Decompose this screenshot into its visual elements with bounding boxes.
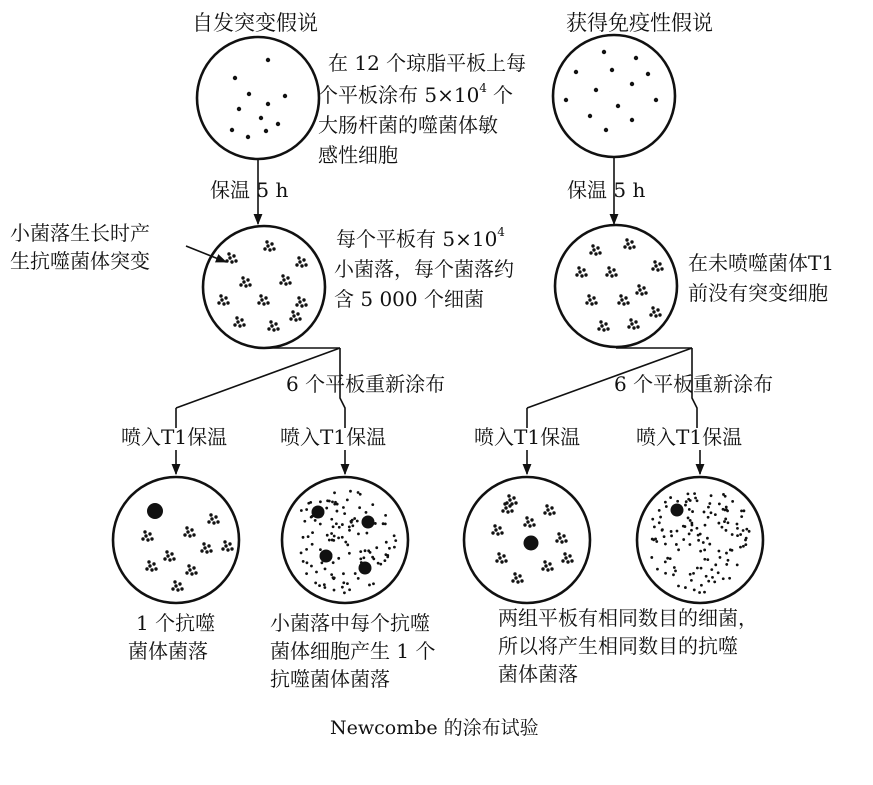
result-b-line2: 菌体细胞产生 1 个 (270, 639, 436, 663)
cell-dot (315, 571, 318, 574)
cell-dot (386, 556, 389, 559)
cell-dot (697, 539, 700, 542)
cell-dot (696, 499, 699, 502)
cell-dot (307, 535, 310, 538)
cell-dot (338, 526, 341, 529)
cell-dot (658, 509, 661, 512)
cell-dot (729, 548, 732, 551)
left-microcolony-plate (203, 226, 325, 348)
cell-dot (348, 588, 351, 591)
cell-dot (310, 565, 313, 568)
mutation-note-line2: 生抗噬菌体突变 (10, 249, 150, 273)
cell-dot (705, 575, 708, 578)
cell-dot (689, 573, 692, 576)
cell-dot (331, 501, 334, 504)
cell-dot (685, 500, 688, 503)
resistant-colony (147, 503, 163, 519)
cell-dot (690, 579, 693, 582)
cell-dot (710, 494, 713, 497)
cell-dot (276, 122, 280, 126)
cell-dot (724, 518, 727, 521)
cell-dot (318, 584, 321, 587)
cell-dot (714, 563, 717, 566)
plating-note-line4: 感性细胞 (318, 143, 398, 167)
cell-dot (342, 506, 345, 509)
cell-dot (320, 561, 323, 564)
cell-dot (305, 508, 308, 511)
cell-dot (333, 576, 336, 579)
right-initial-plate (553, 35, 675, 157)
cell-dot (726, 509, 729, 512)
cell-dot (673, 566, 676, 569)
cell-dot (666, 557, 669, 560)
cell-dot (717, 522, 720, 525)
cell-dot (594, 88, 598, 92)
cell-dot (725, 506, 728, 509)
cell-dot (711, 576, 714, 579)
cell-dot (630, 118, 634, 122)
cell-dot (357, 532, 360, 535)
cell-dot (616, 104, 620, 108)
cell-dot (371, 556, 374, 559)
cell-dot (353, 517, 356, 520)
cell-dot (371, 503, 374, 506)
cell-dot (736, 563, 739, 566)
left-spray-a: 喷入T1保温 (121, 425, 228, 449)
mutation-note-line1: 小菌落生长时产 (10, 221, 150, 245)
cell-dot (602, 50, 606, 54)
cell-dot (684, 504, 687, 507)
cell-dot (356, 520, 359, 523)
cell-dot (359, 550, 362, 553)
result-a-line2: 菌体菌落 (128, 639, 208, 663)
right-microcolony-plate (555, 225, 677, 347)
cell-dot (690, 522, 693, 525)
cell-dot (688, 533, 691, 536)
cell-dot (723, 509, 726, 512)
cell-dot (664, 543, 667, 546)
cell-dot (742, 529, 745, 532)
cell-dot (359, 557, 362, 560)
cell-dot (708, 543, 711, 546)
result-a-line1: 1 个抗噬 (136, 611, 216, 635)
cell-dot (670, 530, 673, 533)
cell-dot (311, 543, 314, 546)
cell-dot (664, 501, 667, 504)
cell-dot (393, 534, 396, 537)
cell-dot (693, 588, 696, 591)
cell-dot (302, 536, 305, 539)
resistant-colony (362, 516, 375, 529)
cell-dot (713, 581, 716, 584)
cell-dot (743, 509, 746, 512)
cell-dot (688, 543, 691, 546)
cell-dot (719, 556, 722, 559)
result-plate-3 (464, 477, 590, 603)
cell-dot (718, 503, 721, 506)
cell-dot (694, 497, 697, 500)
cell-dot (348, 529, 351, 532)
left-spray-b: 喷入T1保温 (280, 425, 387, 449)
cell-dot (348, 552, 351, 555)
cell-dot (745, 528, 748, 531)
cell-dot (704, 524, 707, 527)
cell-dot (351, 524, 354, 527)
colony-note-exponent: 4 (497, 225, 505, 239)
cell-dot (700, 567, 703, 570)
cell-dot (682, 538, 685, 541)
cell-dot (330, 532, 333, 535)
result-b-line3: 抗噬菌体菌落 (270, 667, 390, 691)
cell-dot (343, 512, 346, 515)
left-incubate-label: 保温 5 h (210, 178, 289, 202)
cell-dot (230, 128, 234, 132)
cell-dot (689, 499, 692, 502)
cell-dot (330, 518, 333, 521)
cell-dot (336, 503, 339, 506)
cell-dot (357, 577, 360, 580)
cell-dot (333, 535, 336, 538)
cell-dot (588, 114, 592, 118)
cell-dot (689, 519, 692, 522)
cell-dot (676, 500, 679, 503)
cell-dot (259, 116, 263, 120)
cell-dot (323, 586, 326, 589)
cell-dot (333, 491, 336, 494)
no-mutant-note-line1: 在未喷噬菌体T1 (688, 251, 835, 275)
cell-dot (634, 56, 638, 60)
cell-dot (266, 58, 270, 62)
right-respread-label: 6 个平板重新涂布 (614, 372, 774, 396)
cell-dot (688, 508, 691, 511)
cell-dot (388, 547, 391, 550)
cell-dot (237, 107, 241, 111)
cell-dot (333, 589, 336, 592)
cell-dot (650, 556, 653, 559)
cell-dot (740, 515, 743, 518)
cell-dot (656, 568, 659, 571)
cell-dot (384, 553, 387, 556)
result-plate-2 (282, 477, 408, 603)
cell-dot (604, 128, 608, 132)
cell-dot (341, 523, 344, 526)
left-initial-plate (197, 37, 319, 159)
cell-dot (332, 525, 335, 528)
cell-dot (727, 559, 730, 562)
cell-dot (394, 539, 397, 542)
cell-dot (692, 572, 695, 575)
cell-dot (728, 577, 731, 580)
cell-dot (654, 98, 658, 102)
cell-dot (368, 584, 371, 587)
cell-dot (672, 573, 675, 576)
cell-dot (684, 586, 687, 589)
plating-note-unit: 个 (492, 83, 513, 107)
cell-dot (333, 503, 336, 506)
cell-dot (708, 502, 711, 505)
cell-dot (346, 498, 349, 501)
cell-dot (384, 514, 387, 517)
left-title: 自发突变假说 (192, 11, 318, 35)
cell-dot (698, 591, 701, 594)
cell-dot (365, 532, 368, 535)
cell-dot (303, 520, 306, 523)
cell-dot (314, 519, 317, 522)
cell-dot (658, 521, 661, 524)
cell-dot (233, 76, 237, 80)
result-b-line1: 小菌落中每个抗噬 (270, 611, 430, 635)
cell-dot (344, 541, 347, 544)
cell-dot (653, 525, 656, 528)
cell-dot (564, 98, 568, 102)
cell-dot (663, 535, 666, 538)
cell-dot (736, 527, 739, 530)
cell-dot (742, 545, 745, 548)
cell-dot (319, 548, 322, 551)
plating-note-line3: 大肠杆菌的噬菌体敏 (318, 113, 498, 137)
cell-dot (646, 72, 650, 76)
cell-dot (664, 572, 667, 575)
left-respread-label: 6 个平板重新涂布 (286, 372, 446, 396)
cell-dot (610, 68, 614, 72)
cell-dot (300, 552, 303, 555)
cell-dot (722, 493, 725, 496)
cell-dot (675, 543, 678, 546)
plating-note-line2 (318, 81, 513, 107)
cell-dot (740, 510, 743, 513)
cell-dot (324, 567, 327, 570)
cell-dot (669, 496, 672, 499)
cell-dot (725, 563, 728, 566)
result-right-line1: 两组平板有相同数目的细菌， (498, 606, 758, 630)
cell-dot (358, 506, 361, 509)
cell-dot (377, 562, 380, 565)
no-mutant-note-line2: 前没有突变细胞 (688, 281, 828, 305)
cell-dot (342, 581, 345, 584)
cell-dot (365, 511, 368, 514)
cell-dot (665, 505, 668, 508)
cell-dot (357, 491, 360, 494)
cell-dot (319, 500, 322, 503)
cell-dot (364, 549, 367, 552)
cell-dot (721, 526, 724, 529)
cell-dot (314, 582, 317, 585)
cell-dot (706, 537, 709, 540)
result-plate-4 (637, 477, 763, 603)
cell-dot (302, 560, 305, 563)
cell-dot (703, 558, 706, 561)
cell-dot (731, 533, 734, 536)
cell-dot (707, 506, 710, 509)
cell-dot (651, 518, 654, 521)
cell-dot (349, 490, 352, 493)
cell-dot (351, 519, 354, 522)
cell-dot (703, 511, 706, 514)
cell-dot (674, 569, 677, 572)
cell-dot (306, 561, 309, 564)
cell-dot (693, 492, 696, 495)
cell-dot (669, 557, 672, 560)
cell-dot (717, 571, 720, 574)
cell-dot (325, 507, 328, 510)
cell-dot (682, 525, 685, 528)
cell-dot (341, 586, 344, 589)
cell-dot (311, 531, 314, 534)
right-spray-a: 喷入T1保温 (474, 425, 581, 449)
cell-dot (696, 527, 699, 530)
cell-dot (332, 561, 335, 564)
cell-dot (319, 523, 322, 526)
plating-note (318, 51, 526, 167)
cell-dot (323, 583, 326, 586)
cell-dot (687, 517, 690, 520)
cell-dot (677, 585, 680, 588)
plating-note-line1: 在 12 个琼脂平板上每 (328, 51, 527, 75)
cell-dot (690, 529, 693, 532)
cell-dot (677, 548, 680, 551)
cell-dot (725, 552, 728, 555)
cell-dot (300, 509, 303, 512)
cell-dot (739, 533, 742, 536)
cell-dot (736, 523, 739, 526)
cell-dot (336, 510, 339, 513)
cell-dot (661, 529, 664, 532)
cell-dot (307, 502, 310, 505)
cell-dot (375, 546, 378, 549)
cell-dot (710, 511, 713, 514)
cell-dot (331, 539, 334, 542)
cell-dot (655, 540, 658, 543)
colony-note-line3: 含 5 000 个细菌 (334, 287, 484, 311)
cell-dot (335, 522, 338, 525)
result-plate-1 (113, 477, 239, 603)
cell-dot (691, 510, 694, 513)
cell-dot (362, 556, 365, 559)
cell-dot (283, 94, 287, 98)
cell-dot (328, 500, 331, 503)
cell-dot (337, 537, 340, 540)
cell-dot (703, 549, 706, 552)
right-spray-b: 喷入T1保温 (636, 425, 743, 449)
cell-dot (359, 493, 362, 496)
cell-dot (266, 102, 270, 106)
cell-dot (343, 591, 346, 594)
cell-dot (247, 92, 251, 96)
cell-dot (676, 530, 679, 533)
cell-dot (699, 550, 702, 553)
result-right-line2: 所以将产生相同数目的抗噬 (498, 634, 738, 658)
cell-dot (723, 520, 726, 523)
cell-dot (326, 534, 329, 537)
resistant-colony (671, 504, 684, 517)
cell-dot (670, 534, 673, 537)
cell-dot (574, 70, 578, 74)
cell-dot (372, 582, 375, 585)
cell-dot (305, 548, 308, 551)
colony-note-line1 (336, 225, 505, 251)
cell-dot (305, 572, 308, 575)
resistant-colony (524, 536, 539, 551)
cell-dot (354, 572, 357, 575)
cell-dot (745, 537, 748, 540)
plating-note-count: 个平板涂布 5×10 (318, 83, 480, 107)
cell-dot (697, 534, 700, 537)
cell-dot (337, 557, 340, 560)
cell-dot (731, 500, 734, 503)
cell-dot (383, 559, 386, 562)
cell-dot (736, 534, 739, 537)
cell-dot (393, 546, 396, 549)
cell-dot (652, 538, 655, 541)
cell-dot (710, 568, 713, 571)
cell-dot (739, 546, 742, 549)
cell-dot (727, 521, 730, 524)
cell-dot (346, 582, 349, 585)
resistant-colony (359, 562, 372, 575)
cell-dot (264, 129, 268, 133)
cell-dot (346, 543, 349, 546)
cell-dot (700, 584, 703, 587)
cell-dot (630, 82, 634, 86)
resistant-colony (320, 550, 333, 563)
figure-caption: Newcombe 的涂布试验 (330, 717, 539, 739)
cell-dot (367, 549, 370, 552)
cell-dot (744, 543, 747, 546)
cell-dot (341, 536, 344, 539)
cell-dot (659, 516, 662, 519)
cell-dot (718, 550, 721, 553)
cell-dot (725, 529, 728, 532)
cell-dot (714, 513, 717, 516)
cell-dot (687, 492, 690, 495)
cell-dot (702, 541, 705, 544)
cell-dot (385, 541, 388, 544)
cell-dot (696, 567, 699, 570)
cell-dot (722, 577, 725, 580)
cell-dot (664, 560, 667, 563)
cell-dot (348, 526, 351, 529)
right-title: 获得免疫性假说 (566, 11, 713, 35)
result-right-line3: 菌体菌落 (498, 662, 578, 686)
cell-dot (707, 516, 710, 519)
cell-dot (748, 530, 751, 533)
colony-note-count: 每个平板有 5×10 (336, 227, 498, 251)
cell-dot (328, 539, 331, 542)
cell-dot (330, 573, 333, 576)
cell-dot (707, 580, 710, 583)
cell-dot (342, 572, 345, 575)
right-incubate-label: 保温 5 h (567, 178, 646, 202)
plating-note-exponent: 4 (479, 81, 487, 95)
colony-note-line2: 小菌落，每个菌落约 (334, 257, 514, 281)
cell-dot (379, 563, 382, 566)
cell-dot (703, 591, 706, 594)
resistant-colony (312, 506, 325, 519)
cell-dot (382, 522, 385, 525)
cell-dot (246, 135, 250, 139)
cell-dot (706, 558, 709, 561)
